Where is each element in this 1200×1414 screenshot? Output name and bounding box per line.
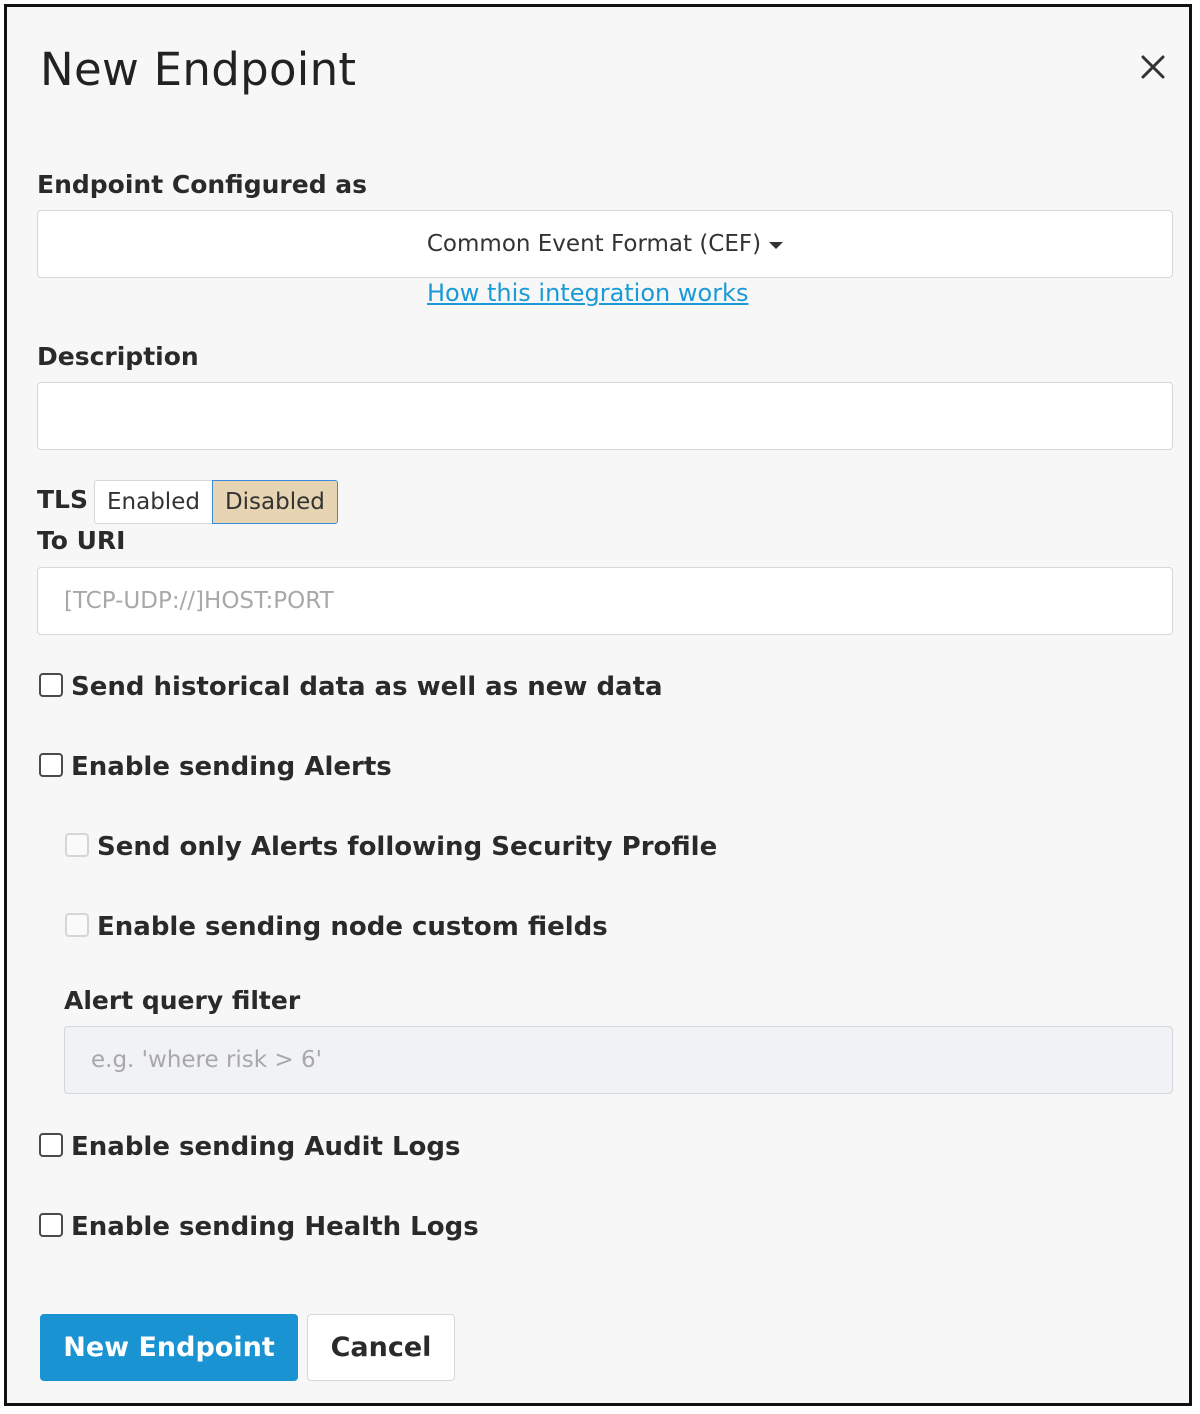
enable-alerts-checkbox[interactable]	[39, 753, 63, 777]
new-endpoint-dialog	[4, 4, 1192, 1406]
tls-disabled-option[interactable]: Disabled	[212, 480, 338, 524]
description-label: Description	[37, 342, 199, 371]
integration-help-link[interactable]: How this integration works	[427, 279, 749, 307]
audit-logs-label: Enable sending Audit Logs	[71, 1132, 461, 1162]
audit-logs-checkbox[interactable]	[39, 1133, 63, 1157]
alert-query-filter-input[interactable]: e.g. 'where risk > 6'	[64, 1026, 1173, 1094]
caret-down-icon	[769, 242, 783, 249]
tls-toggle	[94, 480, 338, 524]
historical-data-checkbox[interactable]	[39, 673, 63, 697]
description-input[interactable]	[37, 382, 1173, 450]
endpoint-configured-label: Endpoint Configured as	[37, 170, 368, 199]
endpoint-format-select[interactable]	[37, 210, 1173, 278]
health-logs-label: Enable sending Health Logs	[71, 1212, 479, 1242]
to-uri-label: To URI	[37, 526, 126, 555]
endpoint-format-value: Common Event Format (CEF)	[426, 231, 762, 257]
new-endpoint-button[interactable]: New Endpoint	[40, 1314, 298, 1381]
enable-alerts-label: Enable sending Alerts	[71, 752, 392, 782]
tls-label: TLS	[37, 485, 88, 514]
security-profile-label: Send only Alerts following Security Profile	[97, 832, 718, 862]
tls-enabled-option[interactable]: Enabled	[94, 480, 212, 524]
close-icon[interactable]	[1135, 49, 1171, 85]
historical-data-label: Send historical data as well as new data	[71, 672, 663, 702]
node-custom-fields-label: Enable sending node custom fields	[97, 912, 608, 942]
to-uri-input[interactable]: [TCP-UDP://]HOST:PORT	[37, 567, 1173, 635]
cancel-button[interactable]: Cancel	[307, 1314, 455, 1381]
node-custom-fields-checkbox[interactable]	[65, 913, 89, 937]
health-logs-checkbox[interactable]	[39, 1213, 63, 1237]
security-profile-checkbox[interactable]	[65, 833, 89, 857]
dialog-title: New Endpoint	[40, 43, 357, 96]
alert-query-filter-label: Alert query filter	[64, 986, 301, 1015]
